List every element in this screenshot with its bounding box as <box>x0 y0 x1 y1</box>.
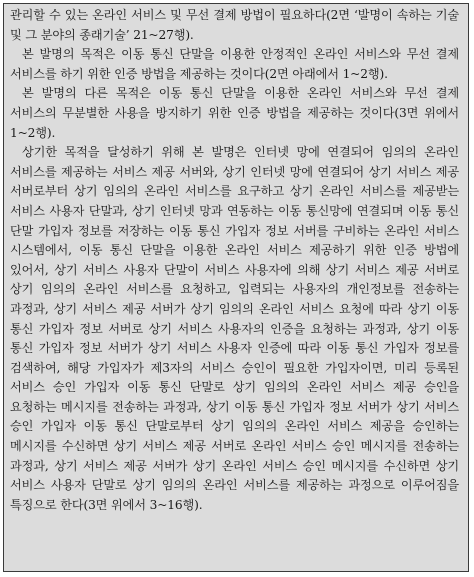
paragraph-continuation: 관리할 수 있는 온라인 서비스 및 무선 결제 방법이 필요하다(2면 ‘발명이 속하는 기술 및 그 분야의 종래기술’ 21~27행). <box>10 8 459 42</box>
paragraph-object: 본 발명의 목적은 이동 통신 단말을 이용한 안정적인 온라인 서비스와 무선 결제 서비스를 하기 위한 인증 방법을 제공하는 것이다(2면 아래에서 1~2행). <box>10 47 459 81</box>
document-excerpt-box <box>3 3 469 572</box>
paragraph-other-object: 본 발명의 다른 목적은 이동 통신 단말을 이용한 온라인 서비스와 무선 결제 서비스의 무분별한 사용을 방지하기 위한 인증 방법을 제공하는 것이다(3면 위에서 1~2행). <box>10 86 459 140</box>
paragraph-means: 상기한 목적을 달성하기 위해 본 발명은 인터넷 망에 연결되어 임의의 온라인 서비스를 제공하는 서비스 제공 서버와, 상기 인터넷 망에 연결되어 상기 서비스 제공 서버로부터 상기 임의의 온라인 서비스를 요구하고 상기 온라인 서비스를 제공받는 서비스 사용자 단말과, 상기 인터넷 망과 연동하는 이동 통신망에 연결되며 이동 통신 단말 가입자 정보를 저장하는 이동 통신 가입자 정보 서버를 구비하는 온라인 서비스 시스템에서, 이동 통신 단말을 이용한 온라인 서비스 제공하기 위한 인증 방법에 있어서, 상기 서비스 사용자 단말이 서비스 사용자에 의해 상기 서비스 제공 서버로 상기 임의의 온라인 서비스를 요청하고, 입력되는 사용자의 개인정보를 전송하는 과정과, 상기 서비스 제공 서버가 상기 임의의 온라인 서비스 요청에 따라 상기 이동 통신 가입자 정보 서버로 상기 서비스 사용자의 인증을 요청하는 과정과, 상기 이동 통신 가입자 정보 서버가 상기 서비스 사용자 인증에 따라 이동 통신 가입자 정보를 검색하여, 해당 가입자가 제3자의 서비스 승인이 필요한 가입자이면, 미리 등록된 서비스 승인 가입자 이동 통신 단말로 상기 임의의 온라인 서비스 제공 승인을 요청하는 메시지를 전송하는 과정과, 상기 이동 통신 가입자 정보 서버가 상기 서비스 승인 가입자 이동 통신 단말로부터 상기 임의의 온라인 서비스 제공을 승인하는 메시지를 수신하면 상기 서비스 제공 서버로 온라인 서비스 승인 메시지를 전송하는 과정과, 상기 서비스 제공 서버가 상기 온라인 서비스 승인 메시지를 수신하면 상기 서비스 사용자 단말로 상기 임의의 온라인 서비스를 제공하는 과정으로 이루어짐을 특징으로 한다(3면 위에서 3~16행). <box>10 145 459 512</box>
